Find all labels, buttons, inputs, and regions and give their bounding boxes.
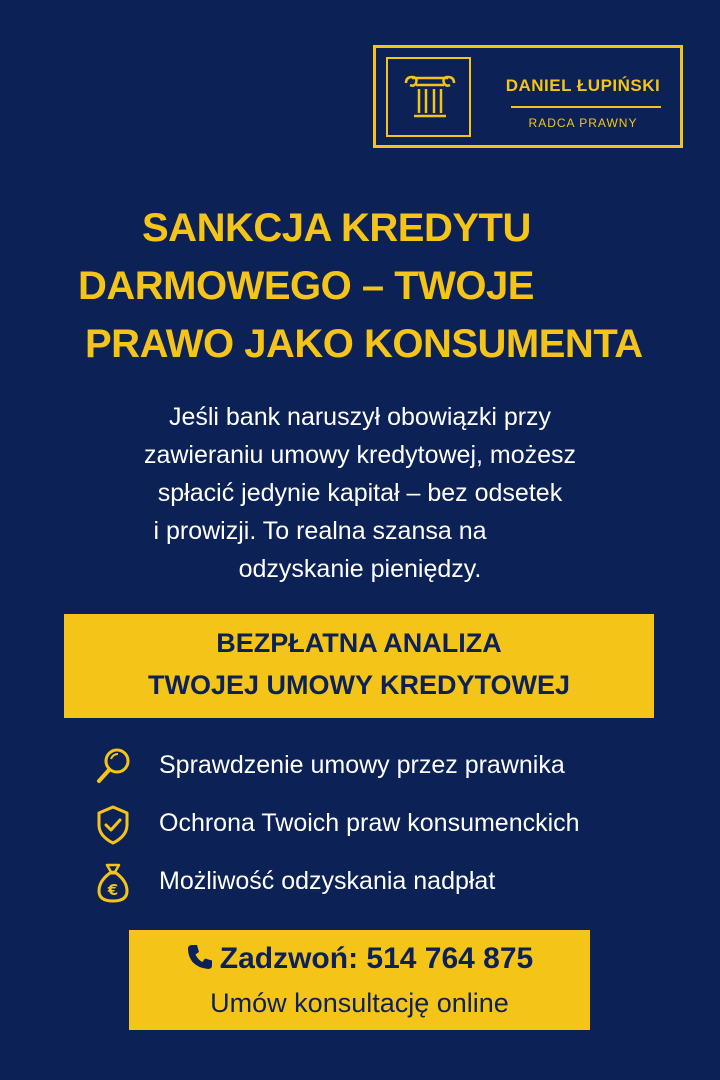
feature-label: Możliwość odzyskania nadpłat — [159, 867, 496, 895]
banner-line-2: TWOJEJ UMOWY KREDYTOWEJ — [147, 670, 571, 700]
logo-name: DANIEL ŁUPIŃSKI — [505, 76, 661, 95]
column-icon — [402, 75, 458, 119]
online-consultation-link[interactable]: Umów konsultację online — [210, 988, 509, 1018]
feature-item-review — [95, 745, 695, 789]
call-line[interactable] — [129, 942, 590, 976]
magnifier-icon — [95, 745, 135, 789]
intro-line-3: spłacić jedynie kapitał – bez odsetek — [157, 479, 563, 507]
logo-divider — [511, 106, 661, 108]
svg-text:€: € — [107, 881, 119, 899]
logo-subtitle: RADCA PRAWNY — [528, 116, 638, 130]
intro-line-1: Jeśli bank naruszył obowiązki przy — [168, 403, 552, 431]
free-analysis-banner — [64, 614, 654, 718]
feature-item-refund — [95, 861, 695, 905]
headline-line-2: DARMOWEGO – TWOJE — [78, 264, 534, 308]
phone-icon — [186, 943, 214, 971]
headline-line-1: SANKCJA KREDYTU — [142, 206, 531, 250]
logo-box — [373, 45, 683, 148]
feature-item-protection — [95, 803, 695, 847]
intro-line-2: zawieraniu umowy kredytowej, możesz — [143, 441, 577, 469]
call-label: Zadzwoń: 514 764 875 — [219, 942, 534, 975]
intro-paragraph — [60, 398, 660, 588]
contact-box[interactable] — [129, 930, 590, 1030]
feature-label: Sprawdzenie umowy przez prawnika — [159, 751, 565, 779]
logo-emblem — [386, 57, 471, 137]
headline-line-3: PRAWO JAKO KONSUMENTA — [85, 322, 643, 366]
banner-line-1: BEZPŁATNA ANALIZA — [216, 628, 502, 658]
feature-label: Ochrona Twoich praw konsumenckich — [159, 809, 580, 837]
intro-line-4: i prowizji. To realna szansa na — [153, 517, 487, 545]
money-bag-euro-icon — [95, 861, 135, 905]
shield-check-icon — [95, 803, 135, 847]
intro-line-5: odzyskanie pieniędzy. — [238, 555, 482, 583]
